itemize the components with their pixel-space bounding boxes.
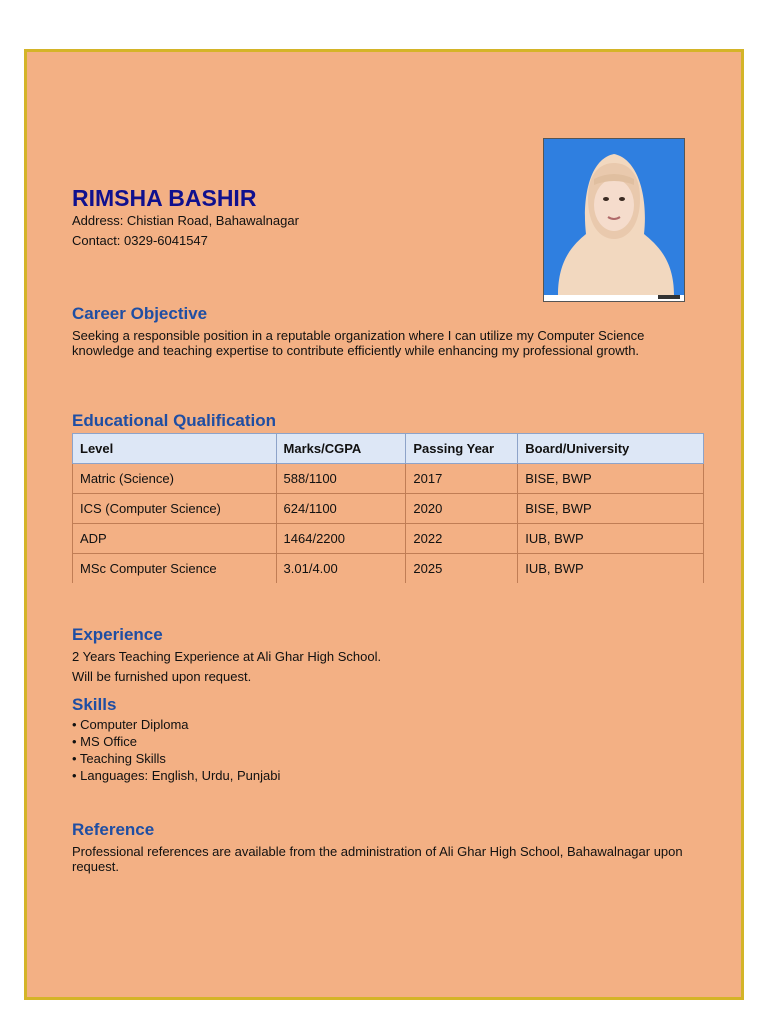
education-heading: Educational Qualification — [72, 411, 277, 430]
candidate-name: RIMSHA BASHIR — [72, 185, 257, 211]
table-cell: 624/1100 — [276, 494, 406, 524]
profile-photo-icon — [544, 139, 684, 301]
table-row — [73, 554, 704, 584]
list-item: • Computer Diploma — [72, 717, 189, 732]
experience-note: Will be furnished upon request. — [72, 669, 252, 684]
table-cell: ICS (Computer Science) — [73, 494, 277, 524]
table-cell: 3.01/4.00 — [276, 554, 406, 584]
table-cell: 2020 — [406, 494, 518, 524]
reference-text: Professional references are available from the administration of Ali Ghar High School, Bahawalnagar upon request. — [72, 844, 683, 874]
education-table — [72, 433, 704, 583]
skills-heading: Skills — [72, 695, 117, 714]
address-line: Address: Chistian Road, Bahawalnagar — [72, 213, 299, 228]
table-cell: 588/1100 — [276, 464, 406, 494]
table-header-row — [73, 434, 704, 464]
column-header-level: Level — [73, 434, 277, 464]
profile-photo — [543, 138, 685, 302]
table-cell: BISE, BWP — [518, 494, 704, 524]
career-objective-heading: Career Objective — [72, 304, 208, 323]
list-item: • Languages: English, Urdu, Punjabi — [72, 768, 281, 783]
table-cell: IUB, BWP — [518, 554, 704, 584]
reference-heading: Reference — [72, 820, 155, 839]
column-header-marks: Marks/CGPA — [276, 434, 406, 464]
resume-page — [24, 49, 744, 1000]
column-header-board: Board/University — [518, 434, 704, 464]
experience-text: 2 Years Teaching Experience at Ali Ghar High School. — [72, 649, 382, 664]
list-item: • Teaching Skills — [72, 751, 166, 766]
table-row — [73, 494, 704, 524]
table-cell: 2017 — [406, 464, 518, 494]
table-cell: 2025 — [406, 554, 518, 584]
table-cell: MSc Computer Science — [73, 554, 277, 584]
skills-list — [72, 716, 280, 784]
table-cell: BISE, BWP — [518, 464, 704, 494]
table-cell: 1464/2200 — [276, 524, 406, 554]
table-row — [73, 524, 704, 554]
table-cell: IUB, BWP — [518, 524, 704, 554]
contact-line: Contact: 0329-6041547 — [72, 233, 208, 248]
table-cell: ADP — [73, 524, 277, 554]
table-row — [73, 464, 704, 494]
career-objective-text: Seeking a responsible position in a reputable organization where I can utilize my Computer Science knowledge and teaching expertise to contribute efficiently while enhancing my professional growth. — [72, 328, 645, 358]
experience-heading: Experience — [72, 625, 163, 644]
table-cell: 2022 — [406, 524, 518, 554]
table-cell: Matric (Science) — [73, 464, 277, 494]
column-header-year: Passing Year — [406, 434, 518, 464]
list-item: • MS Office — [72, 734, 137, 749]
